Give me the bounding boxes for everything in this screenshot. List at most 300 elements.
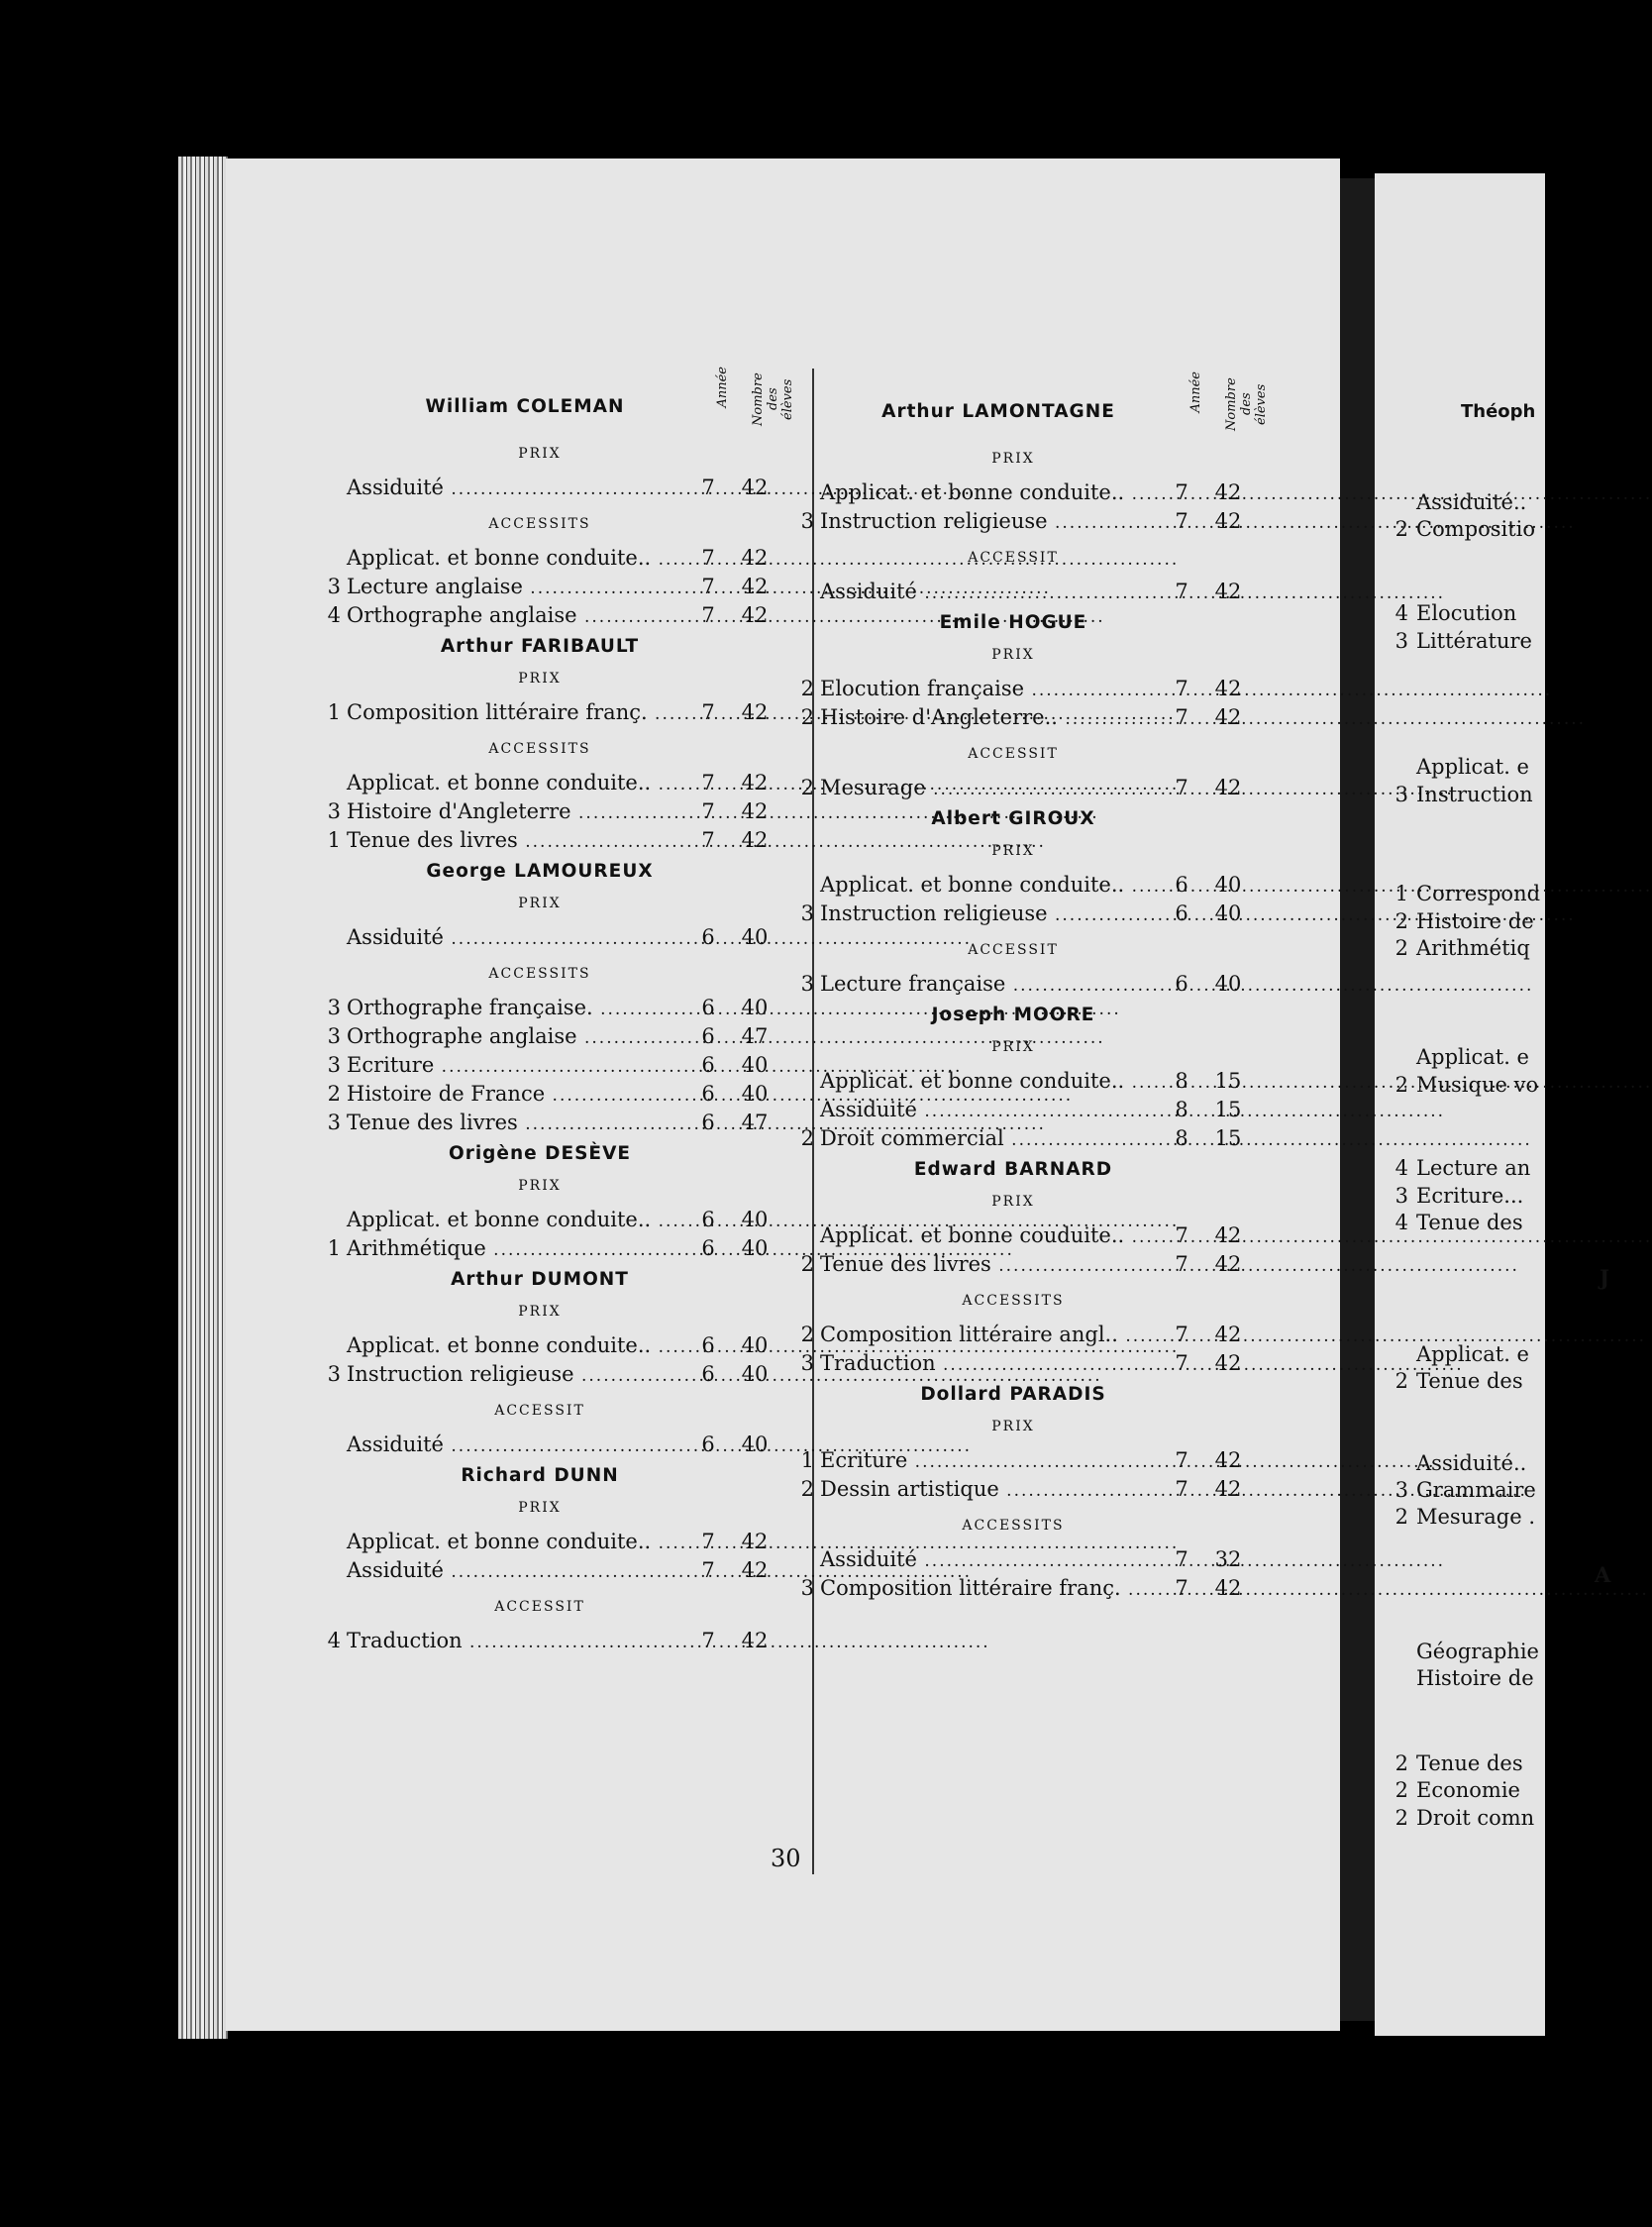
award-row [327, 1234, 802, 1263]
award-subject: Assiduité ..... [820, 1096, 1157, 1126]
award-rank: 3 [327, 996, 341, 1019]
award-year: 7 [1175, 1323, 1188, 1346]
next-page-text: A [1595, 1562, 1611, 1587]
next-page-rank: 2 [1394, 1369, 1408, 1393]
student-name: Joseph MOORE [931, 1005, 1095, 1025]
next-page-text: Ecriture... [1416, 1184, 1524, 1208]
award-rank: 3 [327, 1053, 341, 1077]
award-rank: 3 [327, 1111, 341, 1134]
next-page-line [1375, 1184, 1523, 1208]
award-row [820, 871, 1276, 900]
section-title: ACCESSIT [968, 942, 1059, 958]
award-year: 6 [701, 1024, 715, 1048]
award-subject: Ecriture ..... [347, 1051, 683, 1082]
next-page-text: Applicat. e [1416, 1045, 1529, 1069]
next-page-text: Economie [1416, 1778, 1520, 1802]
next-page-line [1375, 1751, 1523, 1775]
student-header [347, 367, 802, 432]
section-title: PRIX [991, 1194, 1035, 1210]
award-subject: Arithmétique ..... [347, 1234, 683, 1265]
next-page-rank: 2 [1394, 1806, 1408, 1830]
student-block [327, 1143, 802, 1263]
next-page-rank: 4 [1394, 601, 1408, 625]
award-student-count: 42 [741, 700, 769, 724]
column-header-nombre: Nombre des élèves [1224, 377, 1269, 431]
student-name: George LAMOUREUX [426, 861, 654, 882]
page-number: 30 [771, 1845, 801, 1872]
next-page-text: Compositio [1416, 517, 1536, 541]
next-page-text: Assiduité.. [1416, 490, 1527, 514]
section-title: ACCESSITS [488, 741, 591, 757]
next-page-line [1375, 601, 1516, 625]
next-page-line [1375, 1045, 1529, 1069]
award-student-count: 42 [1214, 1477, 1242, 1501]
award-student-count: 42 [1214, 705, 1242, 729]
page-edge-stack [178, 157, 228, 2039]
section-title: PRIX [518, 671, 562, 687]
column-header-annee: Année [715, 367, 730, 408]
award-student-count: 42 [1214, 1223, 1242, 1247]
next-page-text: Applicat. e [1416, 1342, 1529, 1366]
section-title: PRIX [991, 1419, 1035, 1434]
award-student-count: 40 [741, 1082, 769, 1106]
award-year: 8 [1175, 1069, 1188, 1093]
award-student-count: 42 [1214, 509, 1242, 533]
next-page-rank: 3 [1394, 629, 1408, 653]
award-subject: Orthographe anglaise ..... [347, 601, 683, 632]
section-title: ACCESSIT [494, 1599, 585, 1615]
award-subject: Lecture française ..... [820, 970, 1157, 1001]
award-year: 7 [1175, 1351, 1188, 1375]
award-student-count: 42 [741, 1629, 769, 1652]
award-rank: 2 [800, 705, 814, 729]
award-student-count: 40 [741, 1208, 769, 1231]
award-row [327, 573, 802, 601]
next-page-rank: 2 [1394, 936, 1408, 960]
next-page-text: Correspond [1416, 882, 1541, 905]
award-subject: Histoire de France ..... [347, 1080, 683, 1111]
award-row [327, 826, 802, 855]
award-year: 6 [701, 1053, 715, 1077]
award-row [800, 507, 1276, 536]
award-row [327, 1022, 802, 1051]
section-title: PRIX [518, 1500, 562, 1516]
award-student-count: 40 [741, 996, 769, 1019]
award-row [327, 1051, 802, 1080]
award-subject: Composition littéraire angl.. ..... [820, 1321, 1157, 1351]
next-page-rank: 3 [1394, 1478, 1408, 1502]
award-subject: Traduction ..... [347, 1627, 683, 1657]
award-student-count: 42 [741, 546, 769, 570]
award-row [327, 994, 802, 1022]
award-student-count: 42 [741, 1558, 769, 1582]
award-student-count: 47 [741, 1111, 769, 1134]
award-student-count: 42 [1214, 580, 1242, 603]
award-row [327, 1627, 802, 1655]
award-subject: Assiduité ..... [820, 578, 1157, 608]
next-page-rank: 2 [1394, 1751, 1408, 1775]
award-subject: Tenue des livres ..... [820, 1250, 1157, 1281]
award-subject: Lecture anglaise ..... [347, 573, 683, 603]
award-row [327, 1109, 802, 1137]
award-rank: 3 [327, 1024, 341, 1048]
award-year: 7 [1175, 1477, 1188, 1501]
award-subject: Applicat. et bonne conduite.. ..... [347, 769, 683, 799]
section-title: ACCESSIT [968, 550, 1059, 566]
next-page-rank: 4 [1394, 1211, 1408, 1234]
award-row [347, 474, 802, 502]
award-year: 7 [701, 1558, 715, 1582]
award-row [347, 769, 802, 797]
award-student-count: 40 [741, 1362, 769, 1386]
next-page-rank: 3 [1394, 1184, 1408, 1208]
award-year: 8 [1175, 1098, 1188, 1121]
award-row [800, 1349, 1276, 1378]
award-rank: 3 [327, 575, 341, 598]
award-row [800, 703, 1276, 732]
award-year: 7 [701, 828, 715, 852]
award-rank: 1 [327, 700, 341, 724]
award-subject: Applicat. et bonne conduite.. ..... [347, 1206, 683, 1236]
award-year: 7 [1175, 1576, 1188, 1600]
award-student-count: 42 [1214, 776, 1242, 799]
next-page-line [1375, 1505, 1535, 1529]
next-page-text: Tenue des [1416, 1369, 1523, 1393]
award-year: 6 [701, 1362, 715, 1386]
award-subject: Histoire d'Angleterre.. ..... [820, 703, 1157, 734]
award-year: 8 [1175, 1126, 1188, 1150]
award-row [347, 923, 802, 952]
section-title: ACCESSITS [488, 966, 591, 982]
section-title: PRIX [518, 1304, 562, 1320]
award-subject: Instruction religieuse ..... [347, 1360, 683, 1391]
student-block [800, 1005, 1276, 1153]
next-page-text: Histoire de [1416, 909, 1534, 933]
next-page-text: Histoire de [1416, 1666, 1534, 1690]
award-student-count: 42 [741, 603, 769, 627]
section-title: PRIX [991, 647, 1035, 663]
award-student-count: 40 [741, 1333, 769, 1357]
student-name: Dollard PARADIS [920, 1384, 1106, 1405]
award-year: 6 [1175, 972, 1188, 996]
award-year: 7 [1175, 580, 1188, 603]
award-subject: Traduction ..... [820, 1349, 1157, 1380]
award-row [327, 698, 802, 727]
next-page-text: Littérature [1416, 629, 1532, 653]
next-page-text: Assiduité.. [1416, 1451, 1527, 1475]
section-title: ACCESSIT [968, 746, 1059, 762]
award-subject: Instruction religieuse ..... [820, 507, 1157, 538]
award-subject: Composition littéraire franç. ..... [347, 698, 683, 729]
award-rank: 3 [800, 972, 814, 996]
award-year: 6 [701, 1333, 715, 1357]
next-page-rank: 2 [1394, 909, 1408, 933]
student-name: Edward BARNARD [913, 1159, 1113, 1180]
award-year: 6 [701, 1208, 715, 1231]
section-title: PRIX [991, 451, 1035, 467]
award-year: 6 [701, 1432, 715, 1456]
award-year: 7 [701, 771, 715, 795]
section-title: ACCESSITS [962, 1518, 1065, 1534]
book-gutter [1340, 178, 1375, 2021]
award-student-count: 40 [741, 1053, 769, 1077]
next-page-rank: 1 [1394, 882, 1408, 905]
award-year: 6 [1175, 901, 1188, 925]
next-page-text: Instruction [1416, 783, 1533, 806]
award-subject: Orthographe anglaise ..... [347, 1022, 683, 1053]
award-row [800, 1321, 1276, 1349]
award-subject: Applicat. et bonne conduite.. ..... [347, 544, 683, 575]
award-rank: 1 [800, 1448, 814, 1472]
next-page-text: Arithmétiq [1416, 936, 1530, 960]
award-year: 7 [701, 603, 715, 627]
award-year: 7 [701, 799, 715, 823]
next-page-text: Tenue des [1416, 1751, 1523, 1775]
award-year: 6 [701, 925, 715, 949]
student-block [327, 1269, 802, 1459]
award-student-count: 40 [1214, 972, 1242, 996]
award-subject: Ecriture ..... [820, 1446, 1157, 1477]
award-subject: Assiduité ..... [347, 474, 683, 504]
award-row [347, 1431, 802, 1459]
student-block [800, 612, 1276, 802]
award-subject: Applicat. et bonne conduite.. ..... [347, 1528, 683, 1558]
student-block [327, 636, 802, 855]
award-row [347, 1528, 802, 1556]
award-student-count: 40 [741, 1236, 769, 1260]
next-page-rank: 2 [1394, 1778, 1408, 1802]
award-rank: 2 [800, 1323, 814, 1346]
award-row [800, 970, 1276, 999]
student-block [800, 371, 1276, 606]
next-page-rank: 2 [1394, 1073, 1408, 1097]
award-rank: 1 [327, 828, 341, 852]
award-student-count: 42 [741, 828, 769, 852]
award-rank: 3 [800, 1351, 814, 1375]
next-page-text: Lecture an [1416, 1156, 1531, 1180]
next-page-text: Grammaire [1416, 1478, 1536, 1502]
award-row [347, 1556, 802, 1585]
award-subject: Applicat. et bonne conduite.. ..... [820, 478, 1157, 509]
award-subject: Assiduité ..... [347, 923, 683, 954]
award-rank: 2 [800, 1252, 814, 1276]
award-row [820, 478, 1276, 507]
award-row [820, 1221, 1276, 1250]
award-student-count: 15 [1214, 1069, 1242, 1093]
award-student-count: 40 [741, 1432, 769, 1456]
section-title: PRIX [991, 1039, 1035, 1055]
award-year: 7 [1175, 776, 1188, 799]
award-subject: Applicat. et bonne conduite.. ..... [820, 871, 1157, 901]
award-rank: 4 [327, 1629, 341, 1652]
award-row [820, 1067, 1276, 1096]
award-rank: 3 [327, 1362, 341, 1386]
award-subject: Applicat. et bonne conduite.. ..... [347, 1331, 683, 1362]
next-page-rank: 4 [1394, 1156, 1408, 1180]
award-year: 7 [1175, 677, 1188, 700]
award-year: 7 [701, 1530, 715, 1553]
section-title: ACCESSIT [494, 1403, 585, 1419]
next-page-rank: 3 [1394, 783, 1408, 806]
award-subject: Dessin artistique ..... [820, 1475, 1157, 1506]
next-page-text: Droit comn [1416, 1806, 1535, 1830]
award-row [347, 544, 802, 573]
award-student-count: 42 [741, 799, 769, 823]
student-block [800, 808, 1276, 999]
award-subject: Histoire d'Angleterre ..... [347, 797, 683, 828]
student-name: Richard DUNN [461, 1465, 619, 1486]
award-year: 7 [701, 476, 715, 499]
next-page-student-name: Théoph [1461, 401, 1536, 422]
next-page-text: Elocution [1416, 601, 1517, 625]
next-page-text: Tenue des [1416, 1211, 1523, 1234]
next-page-text: Musique vo [1416, 1073, 1539, 1097]
award-row [327, 1360, 802, 1389]
award-subject: Assiduité ..... [347, 1431, 683, 1461]
student-name: Emile HOGUE [939, 612, 1087, 633]
award-year: 7 [1175, 480, 1188, 504]
award-year: 7 [1175, 509, 1188, 533]
award-row [800, 1446, 1276, 1475]
award-subject: Droit commercial ..... [820, 1124, 1157, 1155]
award-year: 7 [701, 1629, 715, 1652]
award-student-count: 42 [1214, 1351, 1242, 1375]
award-row [820, 1545, 1276, 1574]
student-name: Albert GIROUX [931, 808, 1095, 829]
next-page-text: Applicat. e [1416, 755, 1529, 779]
award-rank: 1 [327, 1236, 341, 1260]
student-header [820, 371, 1276, 437]
award-student-count: 42 [1214, 1576, 1242, 1600]
award-student-count: 42 [1214, 480, 1242, 504]
student-block [800, 1384, 1276, 1603]
student-name: Arthur LAMONTAGNE [881, 401, 1115, 422]
award-student-count: 42 [741, 575, 769, 598]
award-student-count: 42 [741, 771, 769, 795]
award-row [800, 900, 1276, 928]
award-student-count: 15 [1214, 1098, 1242, 1121]
award-row [820, 578, 1276, 606]
award-student-count: 47 [741, 1024, 769, 1048]
next-page-text: Géographie [1416, 1640, 1539, 1663]
award-student-count: 42 [741, 476, 769, 499]
next-page-line [1558, 1265, 1609, 1290]
award-student-count: 15 [1214, 1126, 1242, 1150]
award-rank: 3 [800, 509, 814, 533]
award-row [800, 1475, 1276, 1504]
award-year: 7 [1175, 1252, 1188, 1276]
award-subject: Instruction religieuse ..... [820, 900, 1157, 930]
award-student-count: 32 [1214, 1547, 1242, 1571]
section-title: ACCESSITS [962, 1293, 1065, 1309]
next-page-line [1375, 1156, 1530, 1180]
next-page-line [1375, 755, 1529, 779]
award-year: 6 [701, 996, 715, 1019]
award-subject: Assiduité ..... [347, 1556, 683, 1587]
section-title: PRIX [991, 843, 1035, 859]
next-page-line [1375, 1640, 1539, 1663]
award-year: 7 [701, 700, 715, 724]
award-year: 7 [701, 546, 715, 570]
award-subject: Assiduité ..... [820, 1545, 1157, 1576]
award-rank: 2 [800, 677, 814, 700]
section-title: PRIX [518, 446, 562, 462]
award-row [800, 1574, 1276, 1603]
left-column [327, 367, 802, 1661]
student-name: Arthur FARIBAULT [440, 636, 640, 657]
award-subject: Composition littéraire franç. ..... [820, 1574, 1157, 1605]
award-student-count: 40 [741, 925, 769, 949]
award-year: 7 [1175, 705, 1188, 729]
next-page-rank: 2 [1394, 1505, 1408, 1529]
award-rank: 4 [327, 603, 341, 627]
next-page-text: J [1600, 1265, 1609, 1290]
award-student-count: 42 [1214, 1252, 1242, 1276]
award-row [347, 1206, 802, 1234]
next-page-text: Mesurage . [1416, 1505, 1536, 1529]
award-student-count: 42 [741, 1530, 769, 1553]
award-year: 7 [1175, 1547, 1188, 1571]
student-name: Arthur DUMONT [451, 1269, 629, 1290]
next-page-line [1375, 1778, 1520, 1802]
award-rank: 3 [327, 799, 341, 823]
next-page-line [1375, 629, 1532, 653]
award-rank: 3 [800, 901, 814, 925]
student-block [327, 861, 802, 1137]
next-page-rank: 2 [1394, 517, 1408, 541]
award-subject: Elocution française ..... [820, 675, 1157, 705]
award-year: 7 [701, 575, 715, 598]
award-subject: Applicat. et bonne conduite.. ..... [820, 1067, 1157, 1098]
next-page-line [1375, 936, 1530, 960]
student-block [327, 367, 802, 630]
award-year: 7 [1175, 1448, 1188, 1472]
next-page-line [1375, 1666, 1534, 1690]
award-subject: Applicat. et bonne couduite.. ..... [820, 1221, 1157, 1252]
section-title: ACCESSITS [488, 516, 591, 532]
award-row [800, 774, 1276, 802]
student-name: William COLEMAN [425, 396, 625, 417]
next-page-line [1375, 1806, 1534, 1830]
award-student-count: 42 [1214, 1448, 1242, 1472]
column-header-nombre: Nombre des élèves [751, 372, 795, 426]
student-name: Origène DESÈVE [448, 1143, 632, 1164]
award-rank: 2 [800, 1126, 814, 1150]
award-rank: 2 [327, 1082, 341, 1106]
award-row [820, 1096, 1276, 1124]
award-row [800, 675, 1276, 703]
award-rank: 3 [800, 1576, 814, 1600]
award-row [327, 1080, 802, 1109]
award-rank: 2 [800, 776, 814, 799]
award-year: 6 [701, 1236, 715, 1260]
award-row [800, 1250, 1276, 1279]
student-block [327, 1465, 802, 1655]
section-title: PRIX [518, 896, 562, 911]
award-subject: Tenue des livres ..... [347, 826, 683, 857]
award-year: 6 [701, 1111, 715, 1134]
award-year: 7 [1175, 1223, 1188, 1247]
award-year: 6 [1175, 873, 1188, 897]
award-row [327, 797, 802, 826]
award-rank: 2 [800, 1477, 814, 1501]
award-subject: Orthographe française. ..... [347, 994, 683, 1024]
right-column [800, 371, 1276, 1609]
student-block [800, 1159, 1276, 1378]
award-student-count: 42 [1214, 1323, 1242, 1346]
award-subject: Tenue des livres ..... [347, 1109, 683, 1139]
award-row [800, 1124, 1276, 1153]
